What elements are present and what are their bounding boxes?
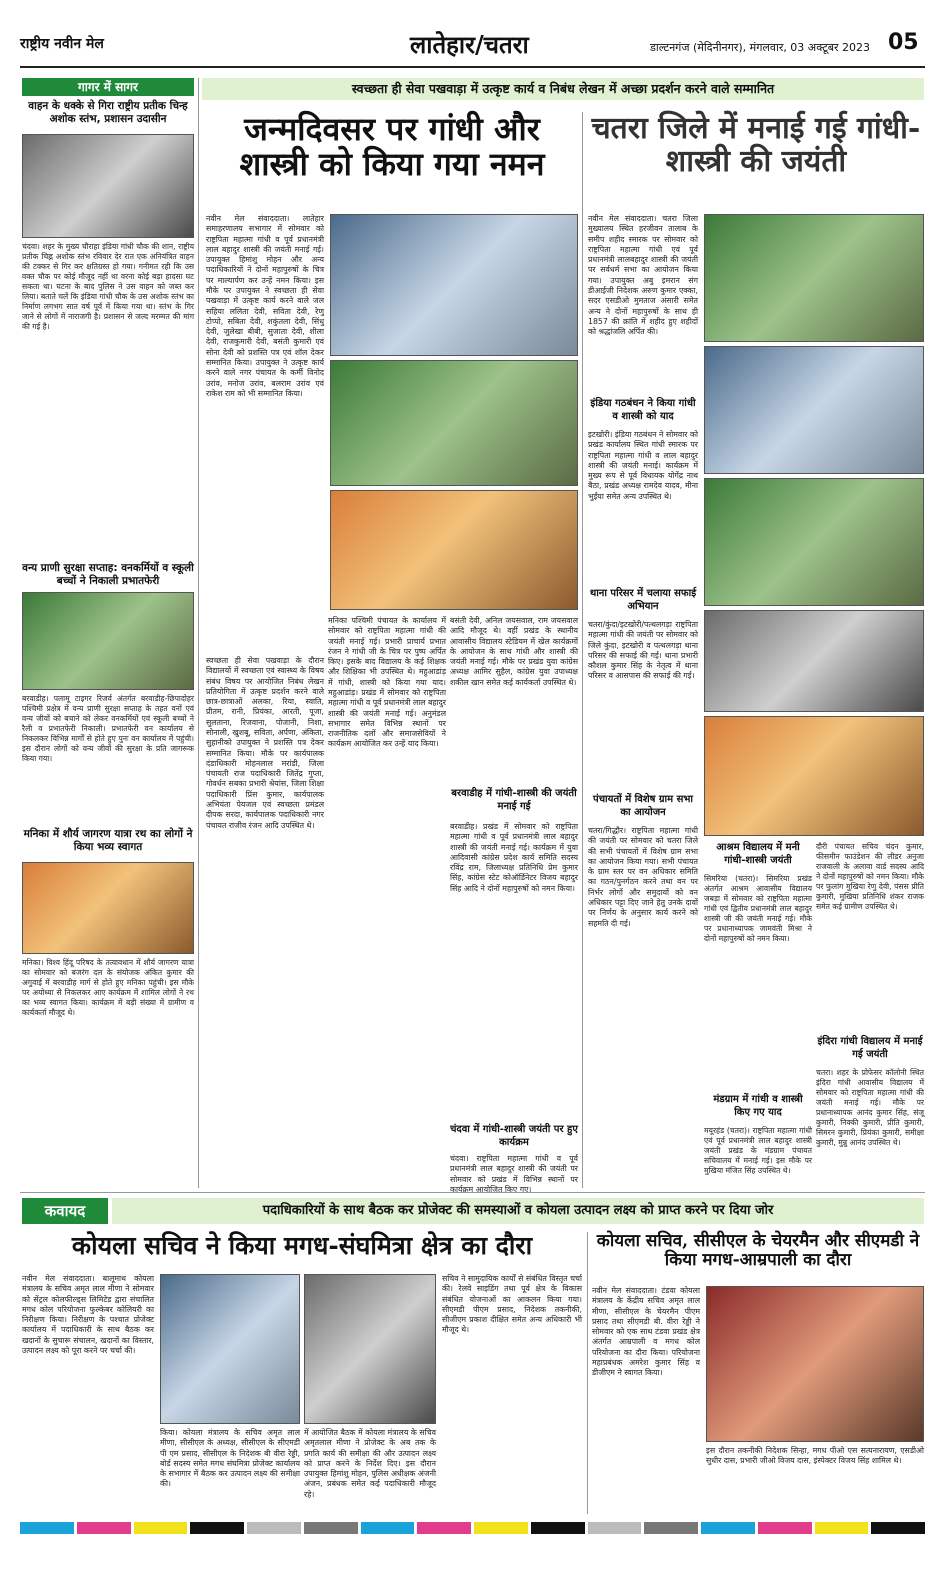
lead-divider (582, 112, 583, 1188)
chatra-subhead-1: इंडिया गठबंधन ने किया गांधी व शास्त्री को याद (590, 398, 696, 422)
chatra-body-1: नवीन मेल संवाददाता। चतरा जिला मुख्यालय स्थित हरजीवन तालाब के समीप शहीद स्मारक पर सोमवार को राष्ट्रपिता महात्मा गांधी एवं पूर्व प्रधानमंत्री लालबहादुर शास्त्री की जयंती पर सर्वधर्म सभा का आयोजन किया गया। उपायुक्त अबु इमरान संग डीआईजी निदेशक अरुण कुमार एक्का, सदर एसडीओ मुमताज अंसारी समेत अन्य ने दोनों महापुरुषों के साथ ही 1857 की क्रांति में शहीद हुए शहीदों को श्रद्धांजलि अर्पित की। (588, 214, 698, 337)
chatra-subhead-3: पंचायतों में विशेष ग्राम सभा का आयोजन (593, 794, 693, 818)
prabhatpheri-photo (22, 592, 194, 690)
mandagram-body: मयूरहंड (चतरा)। राष्ट्रपिता महात्मा गांधी एवं पूर्व प्रधानमंत्री लाल बहादुर शास्त्री जयंती प्रखंड के मंडग्राम पंचायत सचिवालय में मनाई गई। इस मौके पर मुखिया मंजित सिंह उपस्थित थे। (704, 1126, 812, 1176)
sidebar-story1-body: चंदवा। शहर के मुख्य चौराहा इंडिया गांधी चौक की शान, राष्ट्रीय प्रतीक चिह्न अशोक स्तंभ रविवार देर रात एक अनियंत्रित वाहन की टक्कर से गिर कर क्षतिग्रस्त हो गया। गनीमत रही कि उस वक्त चौक पर कोई मौजूद नहीं था वरना कोई बड़ा हादसा घट सकता था। घटना के बाद पुलिस ने उस वाहन को जब्त कर लिया। बताते चलें कि इंडिया गांधी चौक के उस अशोक स्तंभ का निर्माण लगभग सात वर्ष पूर्व में किया गया था। स्तंभ के गिर जाने से लोगों में नाराजगी है। प्रशासन से जल्द मरम्मत की मांग की गई है। (22, 242, 194, 332)
indira-body: चतरा। शहर के प्रोफेसर कॉलोनी स्थित इंदिरा गांधी आवासीय विद्यालय में सोमवार को राष्ट्रपिता महात्मा गांधी की जयंती मनाई गई। मौके पर प्रधानाध्यापक आनंद कुमार सिंह, संजू कुमारी, निक्की कुमारी, प्रीति कुमारी, सिमरन कुमारी, प्रियंका कुमारी, समीक्षा कुमारी, मुन्नु आनंद उपस्थित थे। (816, 1068, 924, 1148)
sidebar-story2-body: बरवाडीह। पलामू टाइगर रिजर्व अंतर्गत बरवाडीह-छिपादोहर पश्चिमी प्रक्षेत्र में वन्य प्राणी सुरक्षा सप्ताह के तहत वनों एवं वन्य जीवों को बचाने को लेकर वनकर्मियों एवं स्कूली बच्चों ने रैली व प्रभातफेरी निकाली। प्रभातफेरी वन कार्यालय से निकलकर विभिन्न मार्गों से होते हुए पुनः वन कार्यालय में पहुंची। इस दौरान लोगों को वन्य जीवों की सुरक्षा के प्रति जागरूक किया गया। (22, 694, 194, 764)
chatra-photo-2 (704, 346, 924, 474)
sidebar-label: गागर में सागर (22, 78, 194, 96)
sidebar-story3-headline: मनिका में शौर्य जागरण यात्रा रथ का लोगों ने किया भव्य स्वागत (23, 828, 193, 854)
lead-column-1: नवीन मेल संवाददाता। लातेहार समाहरणालय सभागार में सोमवार को राष्ट्रपिता महात्मा गांधी व पूर्व प्रधानमंत्री लाल बहादुर शास्त्री की जयंती मनाई गई। उपायुक्त हिमांशु मोहन और अन्य पदाधिकारियों ने दोनों महापुरुषों के चित्र पर माल्यार्पण कर उन्हें नमन किया। इस मौके पर उपायुक्त ने स्वच्छता ही सेवा पखवाड़ा में उत्कृष्ट कार्य करने वाले जल सहिया ललिता देवी, सविता देवी, रेणु टोप्पो, सबिता देवी, शकुंतला देवी, सिंधु देवी, जुलेखा बीबी, सुजाता देवी, शीला देवी, राजकुमारी देवी, बसंती कुमारी एवं सोना देवी को प्रशस्ति पत्र एवं शॉल देकर सम्मानित किया। उपायुक्त ने उत्कृष्ट कार्य करने वाले नगर पंचायत के कर्मी विनोद उरांव, मनोज उरांव, बलराम उरांव एवं राकेश राम को भी सम्मानित किया। (206, 214, 324, 398)
bottom-tag: कवायद (22, 1198, 108, 1224)
ashoka-pillar-photo (22, 134, 194, 238)
coal-project-photo (706, 1286, 924, 1442)
chatra-photo-1 (704, 214, 924, 342)
sidebar-divider (198, 78, 199, 1188)
top-banner (202, 78, 924, 100)
bottom-divider (587, 1232, 588, 1514)
bottom-banner-text: पदाधिकारियों के साथ बैठक कर प्रोजेक्ट की समस्याओं व कोयला उत्पादन लक्ष्य को प्राप्त करने पर दिया जोर (262, 1203, 774, 1218)
bottom-banner (112, 1198, 924, 1224)
section-title: लातेहार/चतरा (410, 30, 529, 59)
chatra-body-3: चतरा/कुंदा/इटखोरी/पत्थलगड़ा राष्ट्रपिता महात्मा गांधी की जयंती पर सोमवार को जिले कुंदा, इटखोरी व पत्थलगड़ा थाना परिसर की सफाई की गई। थाना प्रभारी कौशल कुमार सिंह के नेतृत्व में थाना परिसर व आसपास की सफाई की गई। (588, 620, 698, 681)
lead-column-3: मनिका पश्चिमी पंचायत के कार्यालय में सोमवार को राष्ट्रपिता महात्मा गांधी की जयंती मनाई गई। प्रभारी प्राचार्य प्रभात रंजन ने गांधी जी के चित्र पर पुष्प अर्पित किए। इसके बाद विद्यालय के कई शिक्षक और शिक्षिका भी उपस्थित थे। महुआडांड़ में गांधी, शास्त्री को किया गया याद। महुआडांड़। प्रखंड में सोमवार को राष्ट्रपिता महात्मा गांधी व पूर्व प्रधानमंत्री लाल बहादुर शास्त्री की जयंती मनाई गई। अनुमंडल सभागार समेत विभिन्न स्थानों पर राजनीतिक दलों और समाजसेवियों ने कार्यक्रम आयोजित कर उन्हें याद किया। (328, 616, 446, 749)
coal-meeting-photo-2 (304, 1274, 436, 1424)
chatra-subhead-2: थाना परिसर में चलाया सफाई अभियान (589, 588, 697, 612)
indira-headline: इंदिरा गांधी विद्यालय में मनाई गई जयंती (817, 1036, 923, 1060)
tribute-photo (330, 490, 578, 610)
newspaper-logo: राष्ट्रीय नवीन मेल (20, 36, 104, 52)
dc-office-photo (330, 214, 578, 356)
barwadih-headline: बरवाडीह में गांधी-शास्त्री की जयंती मनाई गई (451, 788, 577, 812)
chatra-body-4: चतरा/गिद्धौर। राष्ट्रपिता महात्मा गांधी की जयंती पर सोमवार को चतरा जिले की सभी पंचायतों में विशेष ग्राम सभा का आयोजन किया गया। सभी पंचायत के ग्राम स्तर पर वन अधिकार समिति का गठन/पुनर्गठन करने तथा वन पर निर्भर लोगों और समुदायों को वन अधिकार पट्टा दिए जाने हेतु उनके दावों पर निर्णय के अनुसार कार्य करने को सहमति दी गई। (588, 826, 698, 928)
coal-right-headline: कोयला सचिव, सीसीएल के चेयरमैन और सीएमडी ने किया मगध-आम्रपाली का दौरा (596, 1231, 920, 1270)
chatra-photo-5 (704, 716, 924, 836)
mandagram-headline: मंडग्राम में गांधी व शास्त्री किए गए याद (713, 1094, 803, 1118)
lead-headline: जन्मदिवसर पर गांधी और शास्त्री को किया गया नमन (239, 110, 545, 184)
coal-right-body-1: नवीन मेल संवाददाता। टंडवा कोयला मंत्रालय के केंद्रीय सचिव अमृत लाल मीणा, सीसीएल के चेयरमैन पीएम प्रसाद तथा सीएमडी बी. वीरा रेड्डी ने सोमवार को एक साथ टंडवा प्रखंड क्षेत्र अंतर्गत आम्रपाली व मगध कोल परियोजना का दौरा किया। परियोजना महाप्रबंधक अमरेश कुमार सिंह व डीजीएम ने स्वागत किया। (592, 1286, 700, 1378)
chatra-body-2: इटखोरी। इंडिया गठबंधन ने सोमवार को प्रखंड कार्यालय स्थित गांधी स्मारक पर राष्ट्रपिता महात्मा गांधी व लाल बहादुर शास्त्री की जयंती मनाई। कार्यक्रम में मुख्य रूप से पूर्व विधायक योगेंद्र नाथ बैठा, प्रखंड अध्यक्ष रामदेव यादव, मीना भुईंया समेत अन्य उपस्थित थे। (588, 430, 698, 501)
chatra-photo-4 (704, 610, 924, 712)
barwadih-body: बरवाडीह। प्रखंड में सोमवार को राष्ट्रपिता महात्मा गांधी व पूर्व प्रधानमंत्री लाल बहादुर शास्त्री की जयंती मनाई गई। कार्यक्रम में युवा आदिवासी कांग्रेस प्रदेश कार्य समिति सदस्य रविंद्र राम, जिलाध्यक्ष प्रतिनिधि प्रेम कुमार सिंह, कांग्रेस स्टेट कोऑर्डिनेटर विजय बहादुर सिंह आदि ने दोनों महापुरुषों को नमन किया। (450, 822, 578, 893)
coal-left-body-1: नवीन मेल संवाददाता। बालूमाथ कोयला मंत्रालय के सचिव अमृत लाल मीणा ने सोमवार को सेंट्रल कोलफील्ड्स लिमिटेड द्वारा संचालित मगध कोल परियोजना फुल्केबर कोलियरी का निरीक्षण किया। निरीक्षण के पश्चात प्रोजेक्ट कार्यालय में पदाधिकारी के साथ बैठक कर खदानों के सुचारू संचालन, खदानों का विस्तार, उत्पादन लक्ष्य को पूरा करने पर चर्चा की। (22, 1274, 154, 1355)
students-photo (330, 360, 578, 486)
page-number: 05 (888, 30, 919, 55)
chatra-photo-3 (704, 478, 924, 606)
coal-left-body-3: में आयोजित बैठक में कोयला मंत्रालय के सचिव अमृतलाल मीणा ने प्रोजेक्ट के अब तक के प्रगति कार्य की समीक्षा की और उत्पादन लक्ष्य को प्राप्त करने के निर्देश दिए। इस दौरान उपायुक्त हिमांशु मोहन, पुलिस अधीक्षक अंजनी अंजन, प्रबंधक समेत कई पदाधिकारी मौजूद रहे। (304, 1428, 436, 1499)
coal-meeting-photo-1 (160, 1274, 300, 1424)
ashram-headline: आश्रम विद्यालय में मनी गांधी-शास्त्री जयंती (716, 842, 800, 866)
mid-column-4: बसंती देवी, अनिल जयसवाल, राम जयसवाल आदि मौजूद थे। वहीं प्रखंड के स्थानीय आवासीय विद्यालय स्टेडियम में खेल कार्यक्रमों के आयोजन के साथ गांधी और शास्त्री की जयंती मनाई गई। मौके पर प्रखंड युवा कांग्रेस अध्यक्ष आमिर सुहैल, कांग्रेस युवा उपाध्यक्ष शकील खान समेत कई कार्यकर्ता उपस्थित थे। (450, 616, 578, 687)
chatra-right-body: दौरी पंचायत सचिव चंदन कुमार, फीसमीन फाउंडेशन की लीडर अनुजा राजवाली के अलावा वार्ड सदस्य आदि ने दोनों महापुरुषों को नमन किया। मौके पर फुलांग मुखिया रेणु देवी, पंसस प्रीति कुमारी, मुखिया प्रतिनिधि शंकर राजक समेत कई ग्रामीण उपस्थित थे। (816, 842, 924, 912)
ashram-body: सिमरिया (चतरा)। सिमरिया प्रखंड अंतर्गत आश्रम आवासीय विद्यालय जबड़ा में सोमवार को राष्ट्रपिता महात्मा गांधी एवं द्वितीय प्रधानमंत्री लाल बहादुर शास्त्री जी की जयंती मनाई गई। मौके पर प्रधानाध्यापक जामवंती मिश्रा ने दोनों महापुरुषों को नमन किया। (704, 874, 812, 944)
sidebar-story2-headline: वन्य प्राणी सुरक्षा सप्ताह: वनकर्मियों व स्कूली बच्चों ने निकाली प्रभातफेरी (22, 562, 194, 588)
chandwa-headline: चंदवा में गांधी-शास्त्री जयंती पर हुए कार्यक्रम (450, 1124, 578, 1148)
section-divider (20, 1192, 925, 1193)
coal-left-body-2: किया। कोयला मंत्रालय के सचिव अमृत लाल मीणा, सीसीएल के अध्यक्ष, सीसीएल के सीएमडी पी एम प्रसाद, सीसीएल के निदेशक बी वीरा रेड्डी, बोर्ड सदस्य समेत मगध संघमित्रा प्रोजेक्ट कार्यालय के सभागार में बैठक कर उत्पादन लक्ष्य की समीक्षा की। (160, 1428, 300, 1489)
lead-column-2: स्वच्छता ही सेवा पखवाड़ा के दौरान विद्यालयों में स्वच्छता एवं स्वास्थ्य के विषय संबंध विषय पर आयोजित निबंध लेखन प्रतियोगिता में उत्कृष्ट प्रदर्शन करने वाले छात्र-छात्राओं अलका, रिया, स्वाति, प्रीतम, रानी, प्रियंका, आरती, पूजा, सुलताना, रिजवाना, पोजानी, निशा, सोनाली, खुशबू, सविता, अर्पणा, अंकिता, सुहानीको उपायुक्त ने प्रशस्ति पत्र देकर सम्मानित किया। मौके पर कार्यपालक दंडाधिकारी मोहनलाल मरांडी, जिला पंचायती राज पदाधिकारी जितेंद्र गुप्ता, गोवर्धन सबका प्रभारी श्रेयांस, जिला शिक्षा पदाधिकारी प्रिंस कुमार, कार्यपालक अभियंता पेयजल एवं स्वच्छता प्रमंडल दीपक सरदा, कार्यपालक पदाधिकारी नगर पंचायत राजीव रंजन आदि उपस्थित थे। (206, 656, 324, 830)
coal-right-body-2: इस दौरान तकनीकी निदेशक सिन्हा, मगध पीओ एस सत्यनारायण, एसडीओ सुधीर दास, प्रभारी जीओ विजय दास, इंस्पेक्टर विजय सिंह शामिल थे। (706, 1446, 924, 1466)
sidebar-story3-body: मनिका। विश्व हिंदू परिषद के तत्वावधान में शौर्य जागरण यात्रा का सोमवार को बजरंग दल के संयोजक अंकित कुमार की अगुवाई में बरवाडीह मार्ग से होते हुए मनिका पहुंची। इस मौके पर अयोध्या से निकलकर आए कार्यक्रम में शामिल लोगों ने रथ का भव्य स्वागत किया। कार्यक्रम में बड़ी संख्या में ग्रामीण व कार्यकर्ता मौजूद थे। (22, 958, 194, 1018)
chandwa-body: चंदवा। राष्ट्रपिता महात्मा गांधी व पूर्व प्रधानमंत्री लाल बहादुर शास्त्री की जयंती पर सोमवार को प्रखंड में विभिन्न स्थानों पर कार्यक्रम आयोजित किए गए। (450, 1154, 578, 1194)
printer-color-bar (20, 1522, 925, 1534)
coal-left-body-4: सचिव ने सामुदायिक कार्यों से संबंधित विस्तृत चर्चा की। रेलवे साइडिंग तथा पूर्व क्षेत्र के विकास संबंधित योजनाओं का आकलन किया गया। सीएमडी पीएम प्रसाद, निदेशक तकनीकी, सीजीएम प्रकाश दीक्षित समेत अन्य अधिकारी भी मौजूद थे। (442, 1274, 582, 1335)
masthead (20, 28, 925, 68)
sidebar-story1-headline: वाहन के धक्के से गिरा राष्ट्रीय प्रतीक चिन्ह अशोक स्तंभ, प्रशासन उदासीन (28, 100, 188, 126)
yatra-rath-photo (22, 862, 194, 954)
chatra-headline: चतरा जिले में मनाई गई गांधी-शास्त्री की जयंती (591, 111, 921, 179)
edition-date: डाल्टनगंज (मेदिनीनगर), मंगलवार, 03 अक्टूबर 2023 (650, 41, 871, 54)
top-banner-text: स्वच्छता ही सेवा पखवाड़ा में उत्कृष्ट कार्य व निबंध लेखन में अच्छा प्रदर्शन करने वाले सम्मानित (351, 81, 775, 96)
coal-left-headline: कोयला सचिव ने किया मगध-संघमित्रा क्षेत्र का दौरा (71, 1231, 533, 1260)
